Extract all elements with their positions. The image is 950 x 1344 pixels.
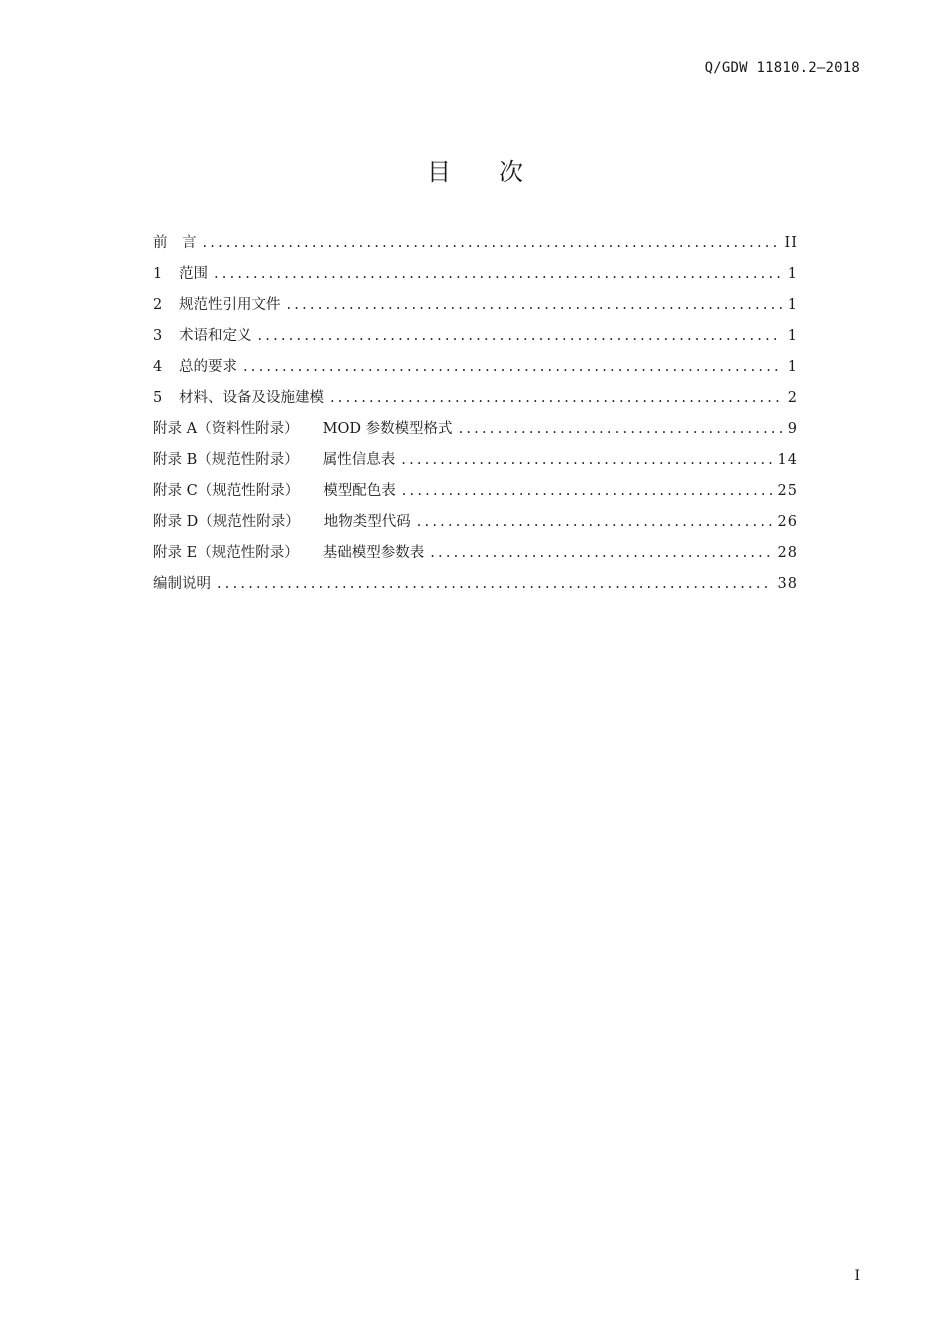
toc-page-number: 1: [787, 297, 798, 313]
toc-entry-appendix-e[interactable]: [153, 542, 798, 573]
page-number: I: [854, 1268, 860, 1284]
toc-appendix-label: 附录 A（资料性附录）: [153, 421, 299, 437]
toc-entry-label: 编制说明: [153, 576, 211, 592]
toc-appendix-title: 基础模型参数表: [322, 545, 425, 561]
toc-section-number: 5: [153, 390, 163, 406]
toc-leader-dots: [203, 232, 779, 254]
toc-leader-dots: [287, 294, 782, 316]
toc-entry-label: 术语和定义: [179, 328, 252, 344]
toc-appendix-title: 模型配色表: [323, 483, 396, 499]
toc-page-number: 2: [787, 390, 798, 406]
toc-page-number: 14: [777, 452, 798, 468]
toc-section-number: 1: [153, 266, 163, 282]
toc-entry-appendix-c[interactable]: [153, 480, 798, 511]
toc-page-number: 1: [787, 359, 798, 375]
toc-page-number: 25: [777, 483, 798, 499]
toc-section-number: 4: [153, 359, 163, 375]
toc-appendix-title: 地物类型代码: [323, 514, 411, 530]
toc-entry-appendix-d[interactable]: [153, 511, 798, 542]
toc-page-number: 28: [777, 545, 798, 561]
toc-page-number: 38: [777, 576, 798, 592]
toc-appendix-label: 附录 C（规范性附录）: [153, 483, 300, 499]
toc-entry-modeling[interactable]: [153, 387, 798, 418]
toc-appendix-label: 附录 D（规范性附录）: [153, 514, 300, 530]
toc-appendix-title: MOD 参数模型格式: [322, 421, 453, 437]
toc-entry-label: 规范性引用文件: [179, 297, 281, 313]
toc-entry-terms-definitions[interactable]: [153, 325, 798, 356]
table-of-contents: [153, 232, 798, 604]
toc-leader-dots: [214, 263, 782, 285]
toc-entry-label: 前 言: [153, 235, 197, 251]
toc-section-number: 2: [153, 297, 163, 313]
toc-appendix-label: 附录 E（规范性附录）: [153, 545, 299, 561]
toc-section-number: 3: [153, 328, 163, 344]
toc-appendix-title: 属性信息表: [322, 452, 396, 468]
toc-entry-scope[interactable]: [153, 263, 798, 294]
toc-appendix-label: 附录 B（规范性附录）: [153, 452, 299, 468]
toc-leader-dots: [258, 325, 782, 347]
toc-entry-compilation-notes[interactable]: [153, 573, 798, 604]
toc-entry-appendix-b[interactable]: [153, 449, 798, 480]
toc-entry-foreword[interactable]: [153, 232, 798, 263]
toc-leader-dots: [417, 511, 772, 533]
toc-page-number: 1: [787, 266, 798, 282]
toc-entry-general-requirements[interactable]: [153, 356, 798, 387]
standard-code: Q/GDW 11810.2—2018: [704, 60, 860, 76]
toc-leader-dots: [217, 573, 772, 595]
toc-leader-dots: [243, 356, 782, 378]
toc-leader-dots: [430, 542, 771, 564]
toc-page-number: 9: [787, 421, 798, 437]
toc-page-number: 26: [777, 514, 798, 530]
toc-entry-label: 材料、设备及设施建模: [179, 390, 324, 406]
toc-entry-label: 范围: [179, 266, 208, 282]
toc-entry-appendix-a[interactable]: [153, 418, 798, 449]
toc-leader-dots: [330, 387, 782, 409]
page-title: 目次: [427, 158, 571, 186]
toc-entry-normative-references[interactable]: [153, 294, 798, 325]
toc-page-number: II: [784, 235, 798, 251]
toc-entry-label: 总的要求: [179, 359, 237, 375]
toc-page-number: 1: [787, 328, 798, 344]
toc-leader-dots: [401, 449, 771, 471]
toc-leader-dots: [402, 480, 772, 502]
toc-leader-dots: [459, 418, 782, 440]
